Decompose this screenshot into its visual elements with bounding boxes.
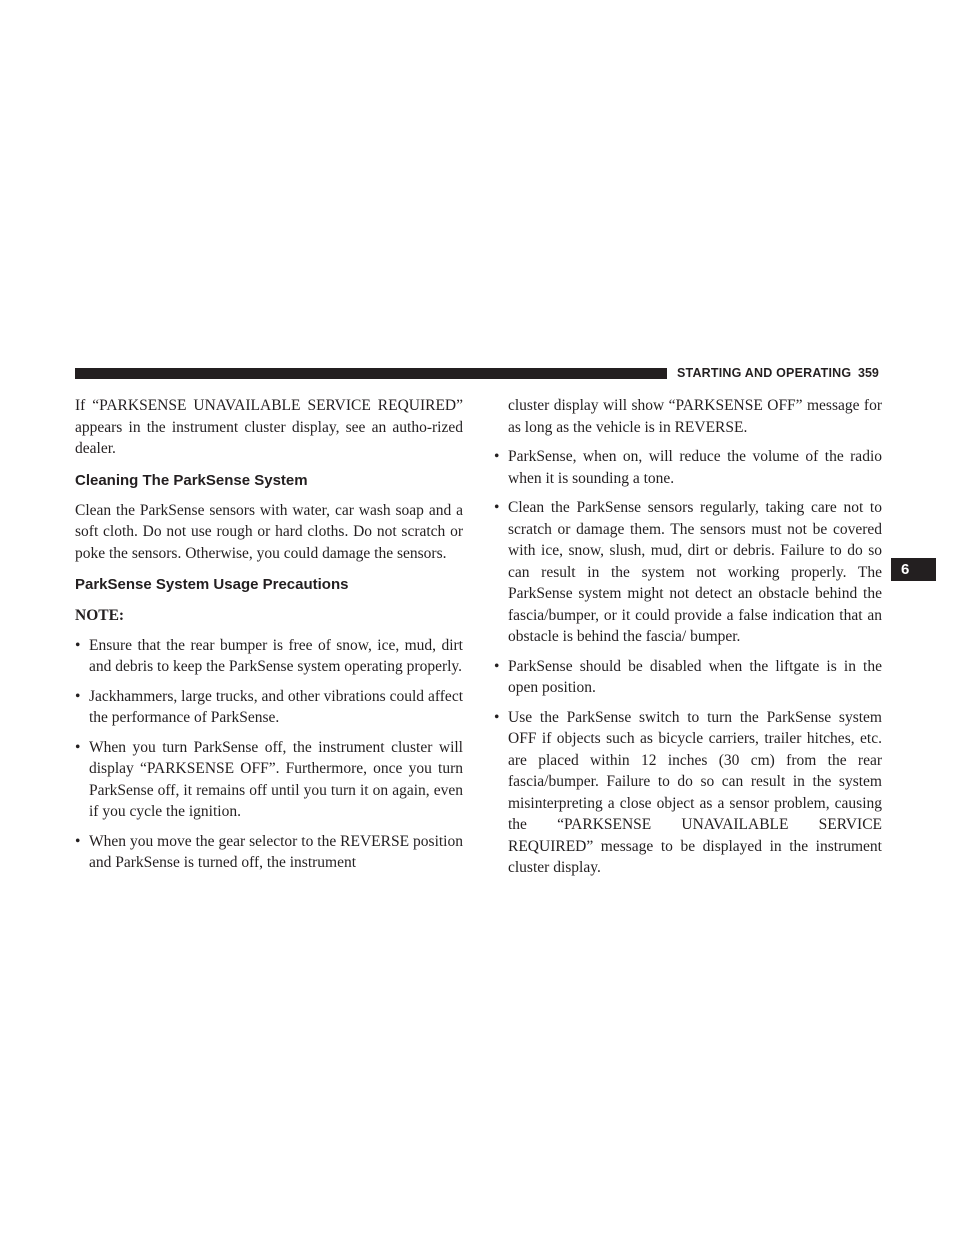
list-item: • ParkSense, when on, will reduce the volume of the radio when it is sounding a tone. — [494, 448, 882, 487]
list-item: • Jackhammers, large trucks, and other vibrations could affect the performance of ParkSense. — [75, 687, 463, 726]
page-number: 359 — [858, 366, 879, 380]
cleaning-paragraph: Clean the ParkSense sensors with water, car wash soap and a soft cloth. Do not use rough or hard cloths. Do not scratch or poke the sensors. Otherwise, you could damage the sensors. — [75, 501, 463, 562]
chapter-tab: 6 — [891, 558, 936, 581]
list-item: • Use the ParkSense switch to turn the ParkSense system OFF if objects such as bicycle carriers, trailer hitches, etc. are placed within 12 inches (30 cm) from the rear fascia/bumper. Failure to do so can result in the system misinterpreting a close object as a sensor problem, causing the “PARKSENSE UNAVAILABLE SERVICE REQUIRED” message to be displayed in the instrument cluster display. — [494, 708, 882, 876]
heading-precautions: ParkSense System Usage Precautions — [75, 576, 349, 593]
list-item: • ParkSense should be disabled when the liftgate is in the open position. — [494, 657, 882, 696]
continuation-paragraph: cluster display will show “PARKSENSE OFF” message for as long as the vehicle is in REVERSE. — [508, 397, 882, 436]
bullet-icon: • — [75, 636, 81, 654]
list-item: • Ensure that the rear bumper is free of snow, ice, mud, dirt and debris to keep the ParkSense system operating properly. — [75, 636, 463, 675]
right-column — [494, 395, 882, 879]
list-item: • When you turn ParkSense off, the instrument cluster will display “PARKSENSE OFF”. Furthermore, once you turn ParkSense off, it remains off until you turn it on again, even if you cycle the ignition. — [75, 738, 463, 820]
note-label: NOTE: — [75, 607, 125, 624]
list-item: • When you move the gear selector to the REVERSE position and ParkSense is turned off, the instrument — [75, 832, 463, 871]
bullet-icon: • — [494, 499, 500, 516]
bullet-icon: • — [75, 738, 81, 756]
bullet-icon: • — [494, 708, 500, 726]
intro-paragraph: If “PARKSENSE UNAVAILABLE SERVICE REQUIRED” appears in the instrument cluster display, see an autho-rized dealer. — [75, 397, 463, 457]
list-item: • Clean the ParkSense sensors regularly, taking care not to scratch or damage them. The sensors must not be covered with ice, snow, slush, mud, dirt or debris. Failure to do so can result in the system not working properly. The ParkSense system might not detect an obstacle behind the fascia/bumper, or it could provide a false indication that an obstacle is behind the fascia/ bumper. — [494, 499, 882, 645]
bullet-icon: • — [75, 687, 81, 705]
left-column — [75, 395, 463, 874]
bullet-icon: • — [494, 448, 500, 465]
bullet-icon: • — [494, 657, 500, 675]
bullet-icon: • — [75, 832, 81, 850]
heading-cleaning: Cleaning The ParkSense System — [75, 471, 308, 489]
header-rule — [75, 368, 667, 379]
section-title: STARTING AND OPERATING — [677, 366, 852, 380]
